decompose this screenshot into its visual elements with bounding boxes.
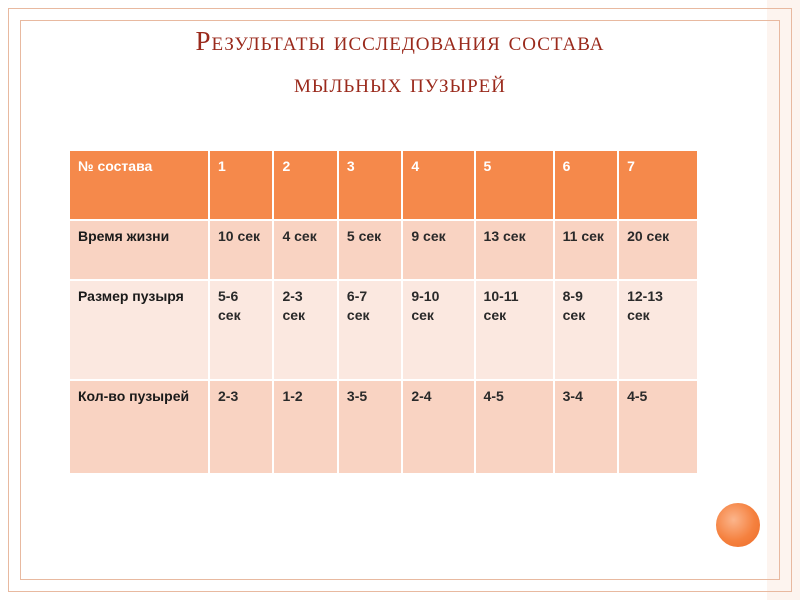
table-cell: 4-5 [618, 380, 698, 474]
header-cell: 6 [554, 150, 618, 220]
table-row [69, 280, 698, 380]
slide-title-line1: Результаты исследования состава [195, 26, 605, 56]
table-cell: 1-2 [273, 380, 337, 474]
table-cell: 4 сек [273, 220, 337, 280]
table-cell: 10 сек [209, 220, 273, 280]
table-cell: 11 сек [554, 220, 618, 280]
table-cell: 5-6 сек [209, 280, 273, 380]
table-row [69, 220, 698, 280]
table-header-row [69, 150, 698, 220]
results-table [68, 149, 699, 475]
table-cell: 9-10 сек [402, 280, 474, 380]
table-cell: 2-3 [209, 380, 273, 474]
header-cell: 2 [273, 150, 337, 220]
table-cell: 5 сек [338, 220, 402, 280]
table-cell: 3-4 [554, 380, 618, 474]
table-cell: 2-3 сек [273, 280, 337, 380]
table-cell: 8-9 сек [554, 280, 618, 380]
decorative-orange-orb [713, 500, 763, 550]
table-cell: 13 сек [475, 220, 554, 280]
table-row [69, 380, 698, 474]
table-cell: 4-5 [475, 380, 554, 474]
header-cell-composition: № состава [69, 150, 209, 220]
table-cell: 3-5 [338, 380, 402, 474]
header-cell: 1 [209, 150, 273, 220]
table-cell: 10-11 сек [475, 280, 554, 380]
table-cell: 9 сек [402, 220, 474, 280]
slide-title-line2: мыльных пузырей [294, 68, 506, 98]
slide-title [60, 20, 740, 104]
row-label-bubble-size: Размер пузыря [69, 280, 209, 380]
table-cell: 20 сек [618, 220, 698, 280]
table-cell: 2-4 [402, 380, 474, 474]
table-cell: 12-13 сек [618, 280, 698, 380]
header-cell: 3 [338, 150, 402, 220]
header-cell: 5 [475, 150, 554, 220]
table-cell: 6-7 сек [338, 280, 402, 380]
row-label-lifetime: Время жизни [69, 220, 209, 280]
header-cell: 7 [618, 150, 698, 220]
header-cell: 4 [402, 150, 474, 220]
row-label-bubble-count: Кол-во пузырей [69, 380, 209, 474]
